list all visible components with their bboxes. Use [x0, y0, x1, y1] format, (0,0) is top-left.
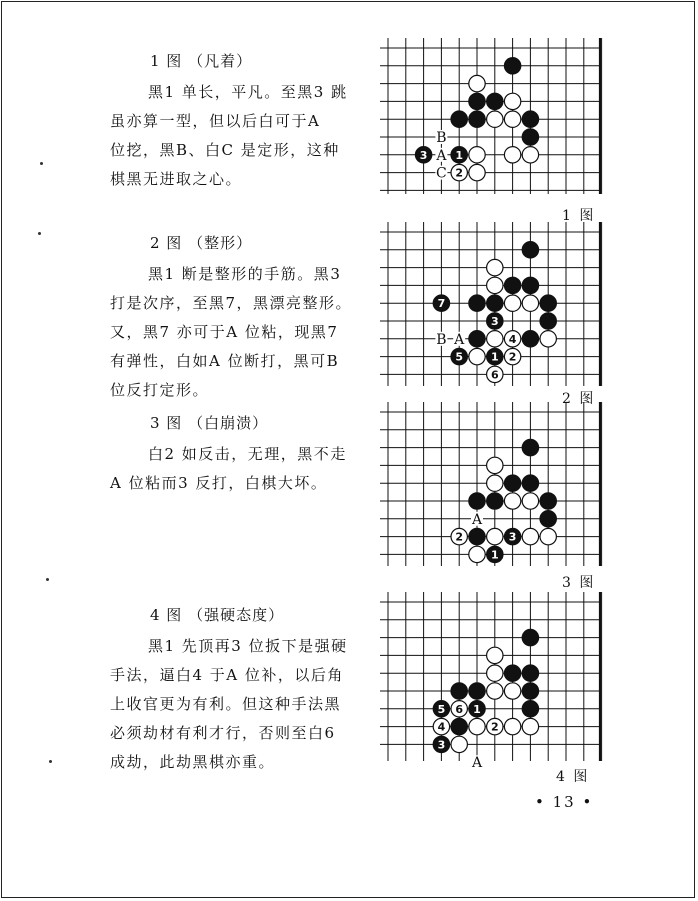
text-line: A 位粘而3 反打，白棋大坏。 [110, 474, 328, 492]
black-stone [504, 277, 520, 293]
go-board-diagram-4 [380, 592, 612, 767]
board-point-label: A [471, 755, 483, 767]
white-stone [522, 493, 538, 509]
black-stone [522, 277, 538, 293]
text-line: 棋黑无进取之心。 [110, 170, 243, 188]
white-stone [469, 718, 485, 734]
white-stone [469, 164, 485, 180]
go-board-diagram-3 [380, 402, 612, 572]
board-point-label: C [436, 165, 447, 182]
go-board-diagram-1 [380, 38, 612, 200]
white-stone [487, 457, 503, 473]
section-body [110, 260, 370, 405]
stone-move-number: 7 [437, 297, 446, 311]
white-stone [469, 348, 485, 364]
scan-speck [40, 162, 43, 165]
stone-move-number: 1 [490, 548, 499, 562]
section-3 [110, 412, 370, 498]
stone-move-number: 2 [490, 720, 499, 734]
white-stone [487, 259, 503, 275]
white-stone [522, 295, 538, 311]
figure-label: 4 图 [556, 769, 590, 785]
white-stone [469, 75, 485, 91]
stone-move-number: 4 [508, 332, 517, 346]
stone-move-number: 2 [508, 350, 517, 364]
black-stone [504, 475, 520, 491]
white-stone [504, 493, 520, 509]
black-stone [487, 93, 503, 109]
stone-move-number: 2 [455, 166, 464, 180]
white-stone [487, 647, 503, 663]
figure-label: 3 图 [562, 575, 596, 591]
board-point-label: A [454, 331, 465, 348]
black-stone [469, 528, 485, 544]
white-stone [487, 683, 503, 699]
figure-label: 2 图 [562, 391, 596, 407]
scan-speck [38, 232, 41, 235]
white-stone [504, 683, 520, 699]
black-stone [469, 93, 485, 109]
figure-label: 1 图 [562, 208, 596, 224]
black-stone [469, 683, 485, 699]
white-stone [522, 528, 538, 544]
black-stone [469, 111, 485, 127]
white-stone [522, 147, 538, 163]
text-line: 黑1 断是整形的手筋。黑3 [148, 265, 342, 283]
section-2 [110, 232, 370, 405]
white-stone [487, 331, 503, 347]
white-stone [487, 475, 503, 491]
white-stone [504, 111, 520, 127]
board-point-label: A [471, 511, 483, 528]
section-title: 4 图 （强硬态度） [150, 606, 285, 624]
black-stone [522, 665, 538, 681]
stone-move-number: 6 [455, 702, 464, 716]
section-title: 3 图 （白崩溃） [150, 414, 269, 432]
stone-move-number: 6 [490, 368, 499, 382]
white-stone [469, 147, 485, 163]
board-point-label: A [436, 147, 447, 164]
section-1 [110, 50, 370, 194]
board-point-label: B [436, 331, 447, 348]
stone-move-number: 3 [490, 315, 499, 328]
black-stone [504, 665, 520, 681]
text-line: 必须劫材有利才行，否则至白6 [110, 724, 336, 742]
black-stone [451, 111, 467, 127]
text-line: 虽亦算一型，但以后白可于A [110, 112, 321, 130]
white-stone [487, 528, 503, 544]
text-line: 成劫，此劫黑棋亦重。 [110, 753, 276, 771]
text-line: 手法，逼白4 于A 位补，以后角 [110, 666, 344, 684]
black-stone [522, 629, 538, 645]
page-number: • 13 • [535, 793, 594, 811]
white-stone [504, 93, 520, 109]
stone-move-number: 4 [437, 720, 446, 734]
black-stone [522, 111, 538, 127]
text-line: 有弹性，白如A 位断打，黑可B [110, 352, 340, 370]
go-board-diagram-2 [380, 222, 612, 392]
text-line: 位反打定形。 [110, 381, 210, 399]
text-line: 黑1 单长，平凡。至黑3 跳 [148, 83, 348, 101]
section-4 [110, 604, 370, 777]
black-stone [487, 295, 503, 311]
white-stone [504, 147, 520, 163]
black-stone [469, 295, 485, 311]
white-stone [469, 546, 485, 562]
text-line: 上收官更为有利。但这种手法黑 [110, 695, 342, 713]
stone-move-number: 2 [455, 530, 464, 544]
black-stone [469, 331, 485, 347]
black-stone [540, 511, 556, 527]
white-stone [522, 718, 538, 734]
text-line: 又，黑7 亦可于A 位粘，现黑7 [110, 323, 339, 341]
white-stone [540, 331, 556, 347]
black-stone [540, 295, 556, 311]
section-title: 1 图 （凡着） [150, 52, 253, 70]
black-stone [451, 718, 467, 734]
black-stone [522, 129, 538, 145]
stone-move-number: 5 [455, 350, 464, 364]
black-stone [504, 58, 520, 74]
black-stone [522, 331, 538, 347]
white-stone [504, 718, 520, 734]
scan-speck [49, 760, 52, 763]
black-stone [522, 683, 538, 699]
text-line: 打是次序，至黑7，黑漂亮整形。 [110, 294, 353, 312]
board-point-label: B [436, 130, 447, 146]
stone-move-number: 1 [490, 350, 499, 364]
white-stone [504, 295, 520, 311]
section-body [110, 632, 370, 777]
black-stone [522, 242, 538, 258]
stone-move-number: 1 [455, 148, 464, 162]
section-body [110, 78, 370, 194]
white-stone [451, 736, 467, 752]
black-stone [522, 475, 538, 491]
text-line: 白2 如反击，无理，黑不走 [148, 445, 347, 463]
black-stone [522, 439, 538, 455]
section-body [110, 440, 370, 498]
black-stone [522, 701, 538, 717]
text-line: 位挖，黑B、白C 是定形，这种 [110, 141, 340, 159]
black-stone [540, 493, 556, 509]
black-stone [469, 493, 485, 509]
white-stone [540, 528, 556, 544]
black-stone [487, 493, 503, 509]
stone-move-number: 3 [419, 148, 428, 162]
white-stone [487, 111, 503, 127]
stone-move-number: 3 [508, 530, 517, 544]
section-title: 2 图 （整形） [150, 234, 253, 252]
stone-move-number: 3 [437, 738, 446, 752]
white-stone [487, 665, 503, 681]
stone-move-number: 1 [473, 702, 481, 716]
white-stone [487, 277, 503, 293]
black-stone [451, 683, 467, 699]
stone-move-number: 5 [437, 702, 446, 716]
scan-speck [46, 578, 49, 581]
text-line: 黑1 先顶再3 位扳下是强硬 [148, 637, 348, 655]
black-stone [540, 313, 556, 329]
